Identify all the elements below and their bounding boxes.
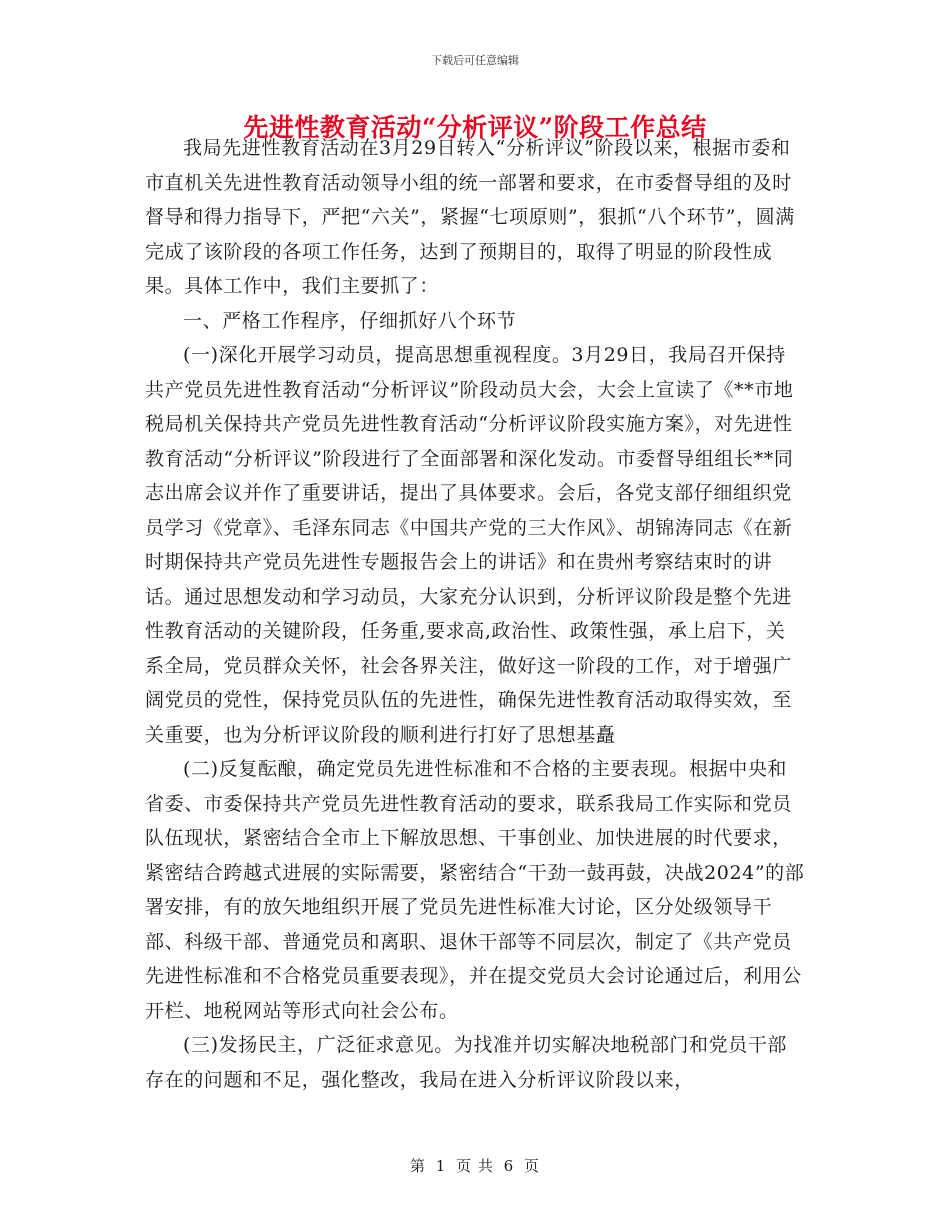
footer-prefix: 第 xyxy=(409,1157,426,1175)
paragraph-item-2: (二)反复酝酿，确定党员先进性标准和不合格的主要表现。根据中央和省委、市委保持共产党员先进性教育活动的要求，联系我局工作实际和党员队伍现状，紧密结合全市上下解放思想、干事创业、加快进展的时代要求，紧密结合跨越式进展的实际需要，紧密结合“干劲一鼓再鼓，决战2024”的部署安排，有的放矢地组织开展了党员先进性标准大讨论，区分处级领导干部、科级干部、普通党员和离职、退休干部等不同层次，制定了《共产党员先进性标准和不合格党员重要表现》，并在提交党员大会讨论通过后，利用公开栏、地税网站等形式向社会公布。 xyxy=(145,758,805,1022)
footer-middle: 页 共 xyxy=(456,1157,494,1175)
paragraph-item-1: (一)深化开展学习动员，提高思想重视程度。3月29日，我局召开保持共产党员先进性教育活动“分析评议”阶段动员大会，大会上宣读了《**市地税局机关保持共产党员先进性教育活动“分析评议阶段实施方案》，对先进性教育活动“分析评议”阶段进行了全面部署和深化发动。市委督导组组长**同志出席会议并作了重要讲话，提出了具体要求。会后，各党支部仔细组织党员学习《党章》、毛泽东同志《中国共产党的三大作风》、胡锦涛同志《在新时期保持共产党员先进性专题报告会上的讲话》和在贵州考察结束时的讲话。通过思想发动和学习动员，大家充分认识到，分析评议阶段是整个先进性教育活动的关键阶段，任务重,要求高,政治性、政策性强，承上启下，关系全局，党员群众关怀，社会各界关注，做好这一阶段的工作，对于增强广阔党员的党性，保持党员队伍的先进性，确保先进性教育活动取得实效，至关重要，也为分析评议阶段的顺利进行打好了思想基矗 xyxy=(145,344,794,746)
document-title: 先进性教育活动“分析评议”阶段工作总结 xyxy=(243,113,707,142)
paragraph-item-3: (三)发扬民主，广泛征求意见。为找准并切实解决地税部门和党员干部存在的问题和不足，强化整改，我局在进入分析评议阶段以来， xyxy=(145,1034,788,1091)
page-footer xyxy=(0,1155,950,1176)
footer-suffix: 页 xyxy=(524,1157,541,1175)
current-page-number: 1 xyxy=(435,1157,447,1175)
document-body xyxy=(145,131,805,1097)
total-page-count: 6 xyxy=(503,1157,515,1175)
paragraph-intro: 我局先进性教育活动在3月29日转入“分析评议”阶段以来，根据市委和市直机关先进性教育活动领导小组的统一部署和要求，在市委督导组的及时督导和得力指导下，严把“六关”，紧握“七项原则”，狠抓“八个环节”，圆满完成了该阶段的各项工作任务，达到了预期目的，取得了明显的阶段性成果。具体工作中，我们主要抓了： xyxy=(145,137,795,297)
header-note: 下载后可任意编辑 xyxy=(431,54,519,67)
section-heading-1: 一、严格工作程序，仔细抓好八个环节 xyxy=(183,309,517,332)
